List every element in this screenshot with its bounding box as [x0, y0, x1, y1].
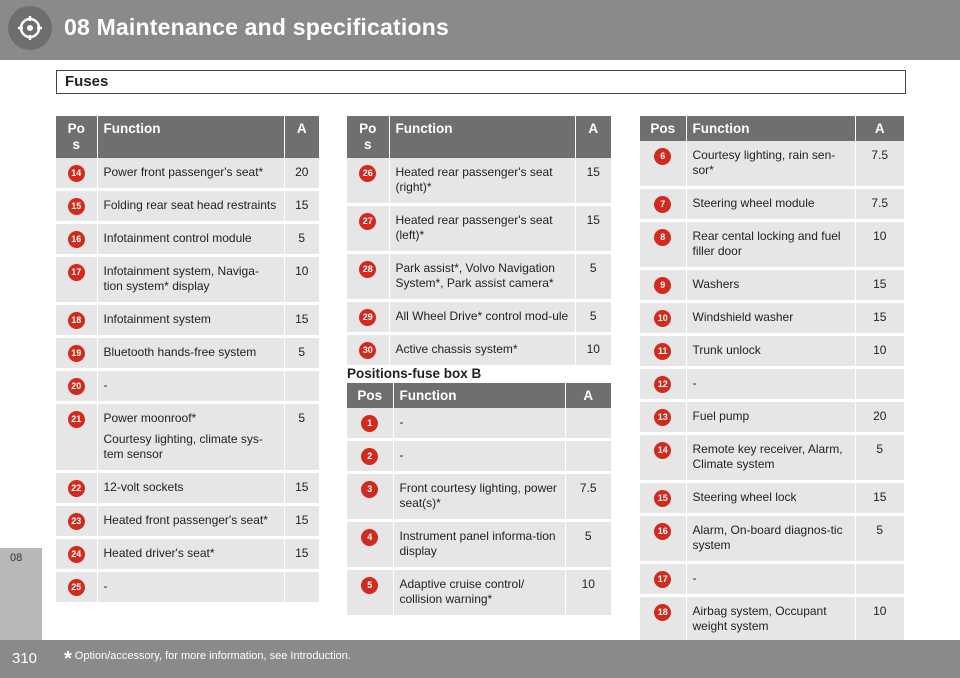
- col-amp-header: A: [855, 116, 904, 141]
- fuse-function-text: All Wheel Drive* control mod-ule: [395, 309, 569, 323]
- table-row: [56, 538, 319, 571]
- fuse-function-text: Infotainment system: [103, 312, 211, 326]
- fuse-ampere-cell: 5: [855, 515, 904, 563]
- fuse-number-badge: 17: [654, 571, 671, 588]
- fuse-number-badge: 15: [654, 490, 671, 507]
- section-heading: [56, 70, 906, 94]
- fuse-ampere-cell: [284, 571, 319, 604]
- fuse-position-cell: [640, 563, 686, 596]
- fuse-function-cell: [686, 368, 855, 401]
- table-row: [56, 190, 319, 223]
- table-row: [640, 302, 904, 335]
- fuse-position-cell: [640, 188, 686, 221]
- fuse-number-badge: 30: [359, 342, 376, 359]
- fuse-function-text: Front courtesy lighting, power seat(s)*: [399, 481, 557, 510]
- fuse-function-cell: [686, 335, 855, 368]
- fuse-position-cell: [56, 223, 97, 256]
- fuse-function-cell: [97, 538, 284, 571]
- fuse-position-cell: [56, 505, 97, 538]
- fuse-function-text: -: [692, 571, 697, 585]
- fuse-function-text: Remote key receiver, Alarm, Climate system: [692, 442, 843, 471]
- col-function-header: Function: [97, 116, 284, 158]
- fuse-number-badge: 19: [68, 345, 85, 362]
- fuse-function-cell: [97, 505, 284, 538]
- fuse-ampere-cell: [565, 408, 611, 440]
- table-row: [640, 368, 904, 401]
- fuse-ampere-cell: 10: [284, 256, 319, 304]
- col-pos-header: Po s: [347, 116, 389, 158]
- fuse-position-cell: [640, 596, 686, 644]
- fuse-number-badge: 1: [361, 415, 378, 432]
- fuse-ampere-cell: 5: [284, 403, 319, 472]
- fuse-position-cell: [640, 302, 686, 335]
- fuse-number-badge: 11: [654, 343, 671, 360]
- table-row: [347, 334, 611, 367]
- table-row: [347, 301, 611, 334]
- fuse-position-cell: [640, 368, 686, 401]
- fuse-function-text: Courtesy lighting, rain sen-sor*: [692, 148, 836, 177]
- fuse-number-badge: 14: [654, 442, 671, 459]
- table-row: [640, 221, 904, 269]
- page-number: 310: [12, 650, 38, 667]
- fuse-function-cell: [389, 301, 575, 334]
- chapter-title: 08 Maintenance and specifications: [64, 14, 449, 40]
- fuse-position-cell: [347, 408, 393, 440]
- fuse-number-badge: 29: [359, 309, 376, 326]
- fuse-ampere-cell: 7.5: [565, 473, 611, 521]
- fuse-position-cell: [640, 141, 686, 188]
- table-row: [347, 253, 611, 301]
- fuse-function-text: -: [399, 448, 404, 462]
- fuse-function-cell: [686, 302, 855, 335]
- fuse-number-badge: 18: [68, 312, 85, 329]
- fuse-function-text: Rear cental locking and fuel filler door: [692, 229, 841, 258]
- fuse-function-cell: [97, 337, 284, 370]
- table-row: [347, 158, 611, 205]
- fuse-number-badge: 16: [68, 231, 85, 248]
- fuse-number-badge: 8: [654, 229, 671, 246]
- fuse-position-cell: [640, 221, 686, 269]
- table-row: [347, 408, 611, 440]
- fuse-position-cell: [56, 403, 97, 472]
- table-row: [347, 440, 611, 473]
- fuse-number-badge: 26: [359, 165, 376, 182]
- fuse-function-cell: [97, 158, 284, 190]
- fuse-function-cell: [686, 482, 855, 515]
- table-row: [347, 569, 611, 617]
- footnote-text: Option/accessory, for more information, see Introduction.: [74, 650, 351, 662]
- fuse-table-2: [347, 116, 611, 368]
- fuse-function-cell: [393, 569, 565, 617]
- fuse-ampere-cell: 5: [575, 301, 611, 334]
- fuse-number-badge: 16: [654, 523, 671, 540]
- fuse-function-cell: [686, 401, 855, 434]
- table-row: [56, 256, 319, 304]
- fuse-number-badge: 10: [654, 310, 671, 327]
- fuse-number-badge: 5: [361, 577, 378, 594]
- fuse-position-cell: [640, 335, 686, 368]
- fuse-function-cell: [389, 205, 575, 253]
- fuse-function-cell: [686, 563, 855, 596]
- col-function-header: Function: [393, 383, 565, 408]
- fuse-ampere-cell: 10: [565, 569, 611, 617]
- fuse-function-text: Instrument panel informa-tion display: [399, 529, 556, 558]
- fuse-ampere-cell: 10: [855, 596, 904, 644]
- fuse-function-text: Washers: [692, 277, 740, 291]
- fuse-ampere-cell: 20: [855, 401, 904, 434]
- table-row: [56, 370, 319, 403]
- fuse-function-text: Infotainment system, Naviga-tion system* display: [103, 264, 259, 293]
- fuse-function-text: -: [399, 415, 404, 429]
- fuse-function-cell: [389, 158, 575, 205]
- fuse-function-text: Infotainment control module: [103, 231, 252, 245]
- fuse-number-badge: 23: [68, 513, 85, 530]
- fuse-function-cell: [97, 190, 284, 223]
- table-row: [56, 403, 319, 472]
- fuse-function-text: -: [692, 376, 697, 390]
- fuse-function-cell: [97, 571, 284, 604]
- table-row: [640, 434, 904, 482]
- table-row: [640, 401, 904, 434]
- fuse-number-badge: 12: [654, 376, 671, 393]
- fuse-ampere-cell: 20: [284, 158, 319, 190]
- fuse-position-cell: [347, 158, 389, 205]
- fuse-position-cell: [347, 253, 389, 301]
- fuse-function-cell: [686, 221, 855, 269]
- fuse-ampere-cell: 5: [565, 521, 611, 569]
- fuse-function-text: Heated rear passenger's seat (left)*: [395, 213, 553, 242]
- fuse-number-badge: 2: [361, 448, 378, 465]
- fuse-ampere-cell: 15: [284, 538, 319, 571]
- fuse-function-text: Power front passenger's seat*: [103, 165, 264, 179]
- col-amp-header: A: [284, 116, 319, 158]
- table-row: [640, 335, 904, 368]
- fuse-ampere-cell: 7.5: [855, 141, 904, 188]
- page-footer: [0, 640, 960, 678]
- fuse-ampere-cell: 15: [855, 269, 904, 302]
- col-function-header: Function: [686, 116, 855, 141]
- fuse-function-text: Power moonroof*: [103, 411, 197, 425]
- fuse-position-cell: [56, 304, 97, 337]
- table-row: [56, 505, 319, 538]
- chapter-tab: [0, 548, 42, 642]
- fuse-ampere-cell: 15: [284, 190, 319, 223]
- fuse-function-cell: [389, 253, 575, 301]
- fuse-ampere-cell: 5: [575, 253, 611, 301]
- fuse-number-badge: 6: [654, 148, 671, 165]
- fuse-function-text: Park assist*, Volvo Navigation System*, Park assist camera*: [395, 261, 555, 290]
- fuse-function-cell: [686, 141, 855, 188]
- fuse-function-extra-text: Courtesy lighting, climate sys-tem sensor: [103, 432, 263, 461]
- fuse-function-text: 12-volt sockets: [103, 480, 184, 494]
- fuse-function-cell: [686, 596, 855, 644]
- fuse-number-badge: 20: [68, 378, 85, 395]
- fuse-position-cell: [56, 337, 97, 370]
- fuse-table-box-b: [347, 383, 611, 618]
- table-row: [56, 223, 319, 256]
- chapter-tab-label: 08: [10, 552, 23, 564]
- fuse-ampere-cell: 15: [855, 302, 904, 335]
- fuse-number-badge: 13: [654, 409, 671, 426]
- table-row: [640, 482, 904, 515]
- fuse-position-cell: [56, 190, 97, 223]
- fuse-position-cell: [56, 256, 97, 304]
- fuse-function-cell: [393, 473, 565, 521]
- fuse-function-text: Windshield washer: [692, 310, 794, 324]
- fuse-table-box-b-continued: [640, 116, 904, 645]
- fuse-number-badge: 18: [654, 604, 671, 621]
- fuse-position-cell: [640, 482, 686, 515]
- chapter-header: [0, 0, 960, 60]
- col-pos-header: Pos: [347, 383, 393, 408]
- fuse-function-text: Trunk unlock: [692, 343, 761, 357]
- footnote: [64, 648, 351, 671]
- fuse-ampere-cell: 7.5: [855, 188, 904, 221]
- fuse-position-cell: [56, 370, 97, 403]
- fuse-function-text: Active chassis system*: [395, 342, 518, 356]
- fuse-ampere-cell: 15: [575, 158, 611, 205]
- table-row: [56, 304, 319, 337]
- table-row: [56, 571, 319, 604]
- fuse-function-cell: [393, 440, 565, 473]
- fuse-function-cell: [393, 521, 565, 569]
- table-row: [640, 596, 904, 644]
- fuse-position-cell: [56, 472, 97, 505]
- fuse-function-cell: [686, 188, 855, 221]
- fuse-function-text: -: [103, 378, 108, 392]
- fuse-ampere-cell: [565, 440, 611, 473]
- col-pos-header: Po s: [56, 116, 97, 158]
- fuse-position-cell: [347, 521, 393, 569]
- fuse-ampere-cell: 15: [284, 472, 319, 505]
- fuse-number-badge: 4: [361, 529, 378, 546]
- fuse-function-text: Steering wheel module: [692, 196, 815, 210]
- fuse-ampere-cell: 5: [855, 434, 904, 482]
- fuse-function-text: Fuel pump: [692, 409, 750, 423]
- col-amp-header: A: [575, 116, 611, 158]
- fuse-ampere-cell: 5: [284, 223, 319, 256]
- col-pos-header: Pos: [640, 116, 686, 141]
- fuse-position-cell: [640, 401, 686, 434]
- footnote-star: *: [64, 648, 72, 670]
- fuse-ampere-cell: [284, 370, 319, 403]
- fuse-function-cell: [97, 256, 284, 304]
- fuse-ampere-cell: 15: [284, 505, 319, 538]
- fuse-number-badge: 14: [68, 165, 85, 182]
- fuse-number-badge: 24: [68, 546, 85, 563]
- fuse-ampere-cell: [855, 563, 904, 596]
- table-row: [640, 141, 904, 188]
- fuse-ampere-cell: 15: [575, 205, 611, 253]
- fuse-position-cell: [640, 434, 686, 482]
- fuse-position-cell: [56, 538, 97, 571]
- fuse-function-text: Airbag system, Occupant weight system: [692, 604, 827, 633]
- wrench-gear-icon: [8, 6, 52, 50]
- fuse-function-text: Heated front passenger's seat*: [103, 513, 268, 527]
- fuse-ampere-cell: [855, 368, 904, 401]
- fuse-box-b-title: Positions-fuse box B: [347, 366, 482, 381]
- fuse-number-badge: 28: [359, 261, 376, 278]
- fuse-ampere-cell: 10: [855, 221, 904, 269]
- table-row: [347, 205, 611, 253]
- fuse-function-text: Adaptive cruise control/ collision warning*: [399, 577, 525, 606]
- col-amp-header: A: [565, 383, 611, 408]
- fuse-function-text: Heated rear passenger's seat (right)*: [395, 165, 553, 194]
- fuse-position-cell: [347, 569, 393, 617]
- fuse-function-cell: [97, 304, 284, 337]
- fuse-function-cell: [97, 370, 284, 403]
- fuse-position-cell: [347, 301, 389, 334]
- fuse-function-text: Heated driver's seat*: [103, 546, 215, 560]
- fuse-number-badge: 7: [654, 196, 671, 213]
- fuse-ampere-cell: 5: [284, 337, 319, 370]
- table-row: [56, 337, 319, 370]
- fuse-ampere-cell: 15: [855, 482, 904, 515]
- fuse-function-cell: [97, 403, 284, 472]
- fuse-number-badge: 3: [361, 481, 378, 498]
- fuse-function-text: Alarm, On-board diagnos-tic system: [692, 523, 843, 552]
- fuse-number-badge: 21: [68, 411, 85, 428]
- fuse-function-text: Folding rear seat head restraints: [103, 198, 277, 212]
- col-function-header: Function: [389, 116, 575, 158]
- fuse-position-cell: [640, 269, 686, 302]
- fuse-number-badge: 25: [68, 579, 85, 596]
- fuse-function-cell: [393, 408, 565, 440]
- fuse-ampere-cell: 10: [855, 335, 904, 368]
- fuse-number-badge: 17: [68, 264, 85, 281]
- table-row: [347, 521, 611, 569]
- table-row: [347, 473, 611, 521]
- fuse-function-cell: [97, 223, 284, 256]
- table-row: [640, 563, 904, 596]
- fuse-function-cell: [686, 269, 855, 302]
- table-row: [640, 188, 904, 221]
- fuse-number-badge: 27: [359, 213, 376, 230]
- fuse-number-badge: 15: [68, 198, 85, 215]
- fuse-position-cell: [640, 515, 686, 563]
- fuse-function-text: Steering wheel lock: [692, 490, 797, 504]
- fuse-number-badge: 9: [654, 277, 671, 294]
- fuse-ampere-cell: 10: [575, 334, 611, 367]
- table-row: [56, 472, 319, 505]
- fuse-position-cell: [347, 334, 389, 367]
- fuse-function-cell: [686, 434, 855, 482]
- table-row: [640, 515, 904, 563]
- fuse-function-cell: [97, 472, 284, 505]
- fuse-position-cell: [347, 473, 393, 521]
- fuse-position-cell: [347, 440, 393, 473]
- fuse-ampere-cell: 15: [284, 304, 319, 337]
- fuse-function-text: Bluetooth hands-free system: [103, 345, 257, 359]
- fuse-position-cell: [56, 571, 97, 604]
- table-row: [56, 158, 319, 190]
- table-row: [640, 269, 904, 302]
- fuse-function-cell: [389, 334, 575, 367]
- section-title: Fuses: [65, 73, 109, 90]
- fuse-position-cell: [347, 205, 389, 253]
- fuse-position-cell: [56, 158, 97, 190]
- fuse-table-1: [56, 116, 319, 605]
- fuse-number-badge: 22: [68, 480, 85, 497]
- fuse-function-text: -: [103, 579, 108, 593]
- fuse-function-cell: [686, 515, 855, 563]
